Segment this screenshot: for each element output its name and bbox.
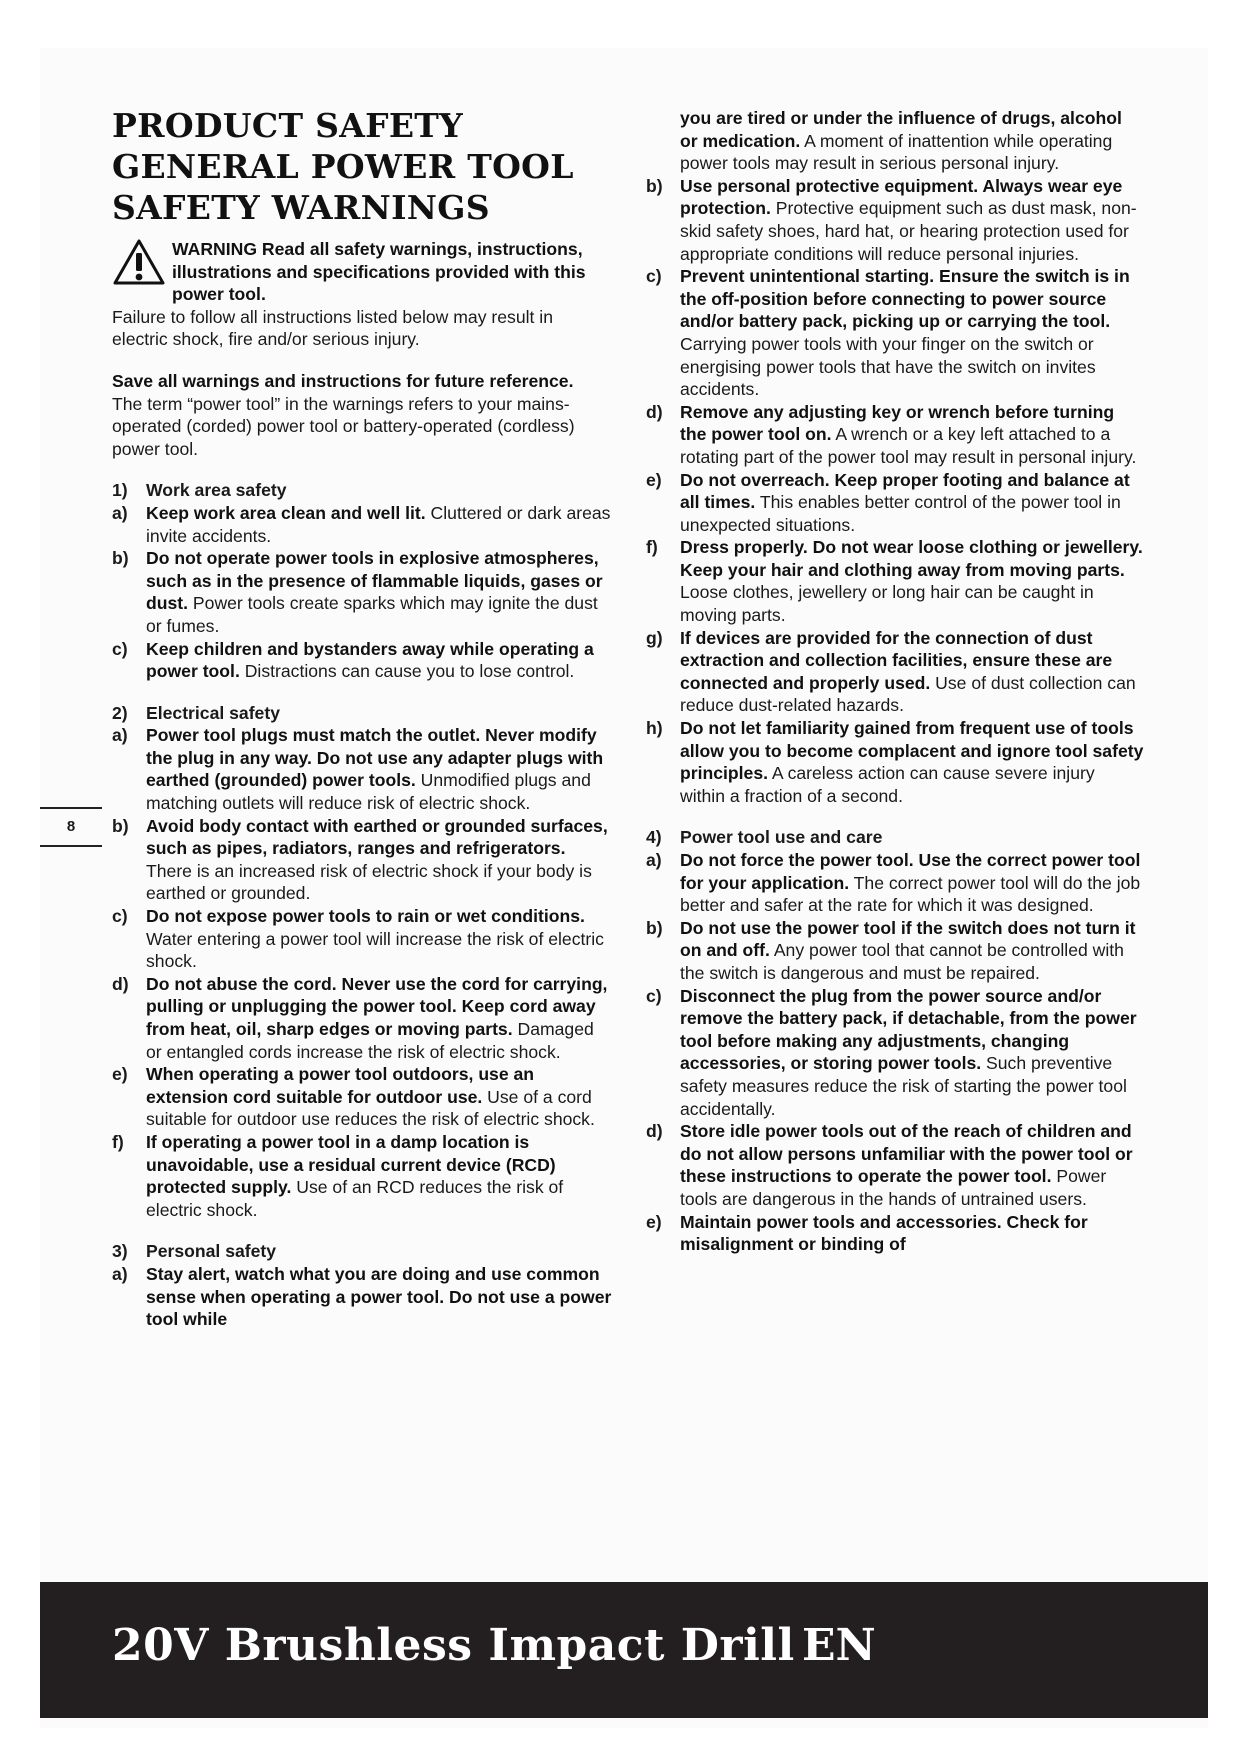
list-item: b) Use personal protective equipment. Always wear eye protection. Protective equipment such as dust mask, non-skid safety shoes, hard hat, or hearing protection used for appropriate conditions will reduce personal injuries. (646, 175, 1137, 264)
warning-bold-text: WARNING Read all safety warnings, instructions, illustrations and specifications provided with this power tool. (172, 239, 586, 305)
section-heading-work-area: 1) Work area safety (112, 480, 287, 501)
list-item: c) Disconnect the plug from the power source and/or remove the battery pack, if detachable, from the power tool before making any adjustments, changing accessories, or storing power tools. Such preventive safety measures reduce the risk of starting the power tool accidentally. (646, 985, 1137, 1119)
list-item: e) When operating a power tool outdoors, use an extension cord suitable for outdoor use. Use of a cord suitable for outdoor use reduces the risk of electric shock. (112, 1064, 595, 1130)
list-item: d) Remove any adjusting key or wrench before turning the power tool on. A wrench or a key left attached to a rotating part of the power tool may result in personal injury. (646, 401, 1137, 467)
language-code: EN (802, 1620, 876, 1671)
title-line-3: SAFETY WARNINGS (112, 188, 490, 227)
section-heading-tool-use: 4) Power tool use and care (646, 827, 883, 848)
left-column (112, 105, 612, 1331)
list-item: a) Do not force the power tool. Use the correct power tool for your application. The correct power tool will do the job better and safer at the rate for which it was designed. (646, 850, 1141, 916)
list-item: a) Power tool plugs must match the outlet. Never modify the plug in any way. Do not use any adapter plugs with earthed (grounded) power tools. Unmodified plugs and matching outlets will reduce risk of electric shock. (112, 725, 604, 814)
list-item: f) Dress properly. Do not wear loose clothing or jewellery. Keep your hair and clothing away from moving parts. Loose clothes, jewellery or long hair can be caught in moving parts. (646, 537, 1143, 626)
list-item-continued: you are tired or under the influence of drugs, alcohol or medication. A moment of inattention while operating power tools may result in serious personal injury. (680, 108, 1122, 174)
list-item: h) Do not let familiarity gained from frequent use of tools allow you to become complacent and ignore tool safety principles. A careless action can cause severe injury within a fraction of a second. (646, 718, 1144, 806)
warning-body-text: Failure to follow all instructions listed below may result in electric shock, fire and/or serious injury. (112, 306, 554, 350)
list-item: a) Keep work area clean and well lit. Cluttered or dark areas invite accidents. (112, 502, 611, 546)
section-heading-personal: 3) Personal safety (112, 1241, 277, 1262)
save-instructions: Save all warnings and instructions for future reference. (112, 370, 574, 391)
list-item: b) Avoid body contact with earthed or grounded surfaces, such as pipes, radiators, ranges and refrigerators. There is an increased risk of electric shock if your body is earthed or grounded. (112, 815, 608, 904)
warning-triangle-icon (112, 238, 166, 286)
product-name: 20V Brushless Impact Drill (112, 1620, 795, 1671)
right-column (646, 107, 1144, 1256)
warning-block (112, 238, 612, 351)
list-item: c) Do not expose power tools to rain or wet conditions. Water entering a power tool will increase the risk of electric shock. (112, 906, 604, 972)
list-item: f) If operating a power tool in a damp location is unavoidable, use a residual current device (RCD) protected supply. Use of an RCD reduces the risk of electric shock. (112, 1131, 564, 1220)
page-number: 8 (40, 807, 102, 847)
section-heading-electrical: 2) Electrical safety (112, 702, 280, 723)
title-line-1: PRODUCT SAFETY (112, 106, 464, 145)
footer-bar (40, 1582, 1208, 1718)
list-item: a) Stay alert, watch what you are doing and use common sense when operating a power tool. Do not use a power tool while (112, 1263, 612, 1330)
list-item: e) Do not overreach. Keep proper footing and balance at all times. This enables better control of the power tool in unexpected situations. (646, 469, 1130, 535)
power-tool-term: The term “power tool” in the warnings refers to your mains-operated (corded) power tool or battery-operated (cordless) power tool. (112, 393, 575, 459)
title-line-2: GENERAL POWER TOOL (112, 147, 574, 186)
list-item: c) Prevent unintentional starting. Ensure the switch is in the off-position before connecting to power source and/or battery pack, picking up or carrying the tool. Carrying power tools with your finger on the switch or energising power tools that have the switch on invites accidents. (646, 266, 1130, 400)
list-item: g) If devices are provided for the connection of dust extraction and collection facilities, ensure these are connected and properly used. Use of dust collection can reduce dust-related hazards. (646, 627, 1136, 716)
page-title (112, 105, 612, 228)
list-item: c) Keep children and bystanders away while operating a power tool. Distractions can cause you to lose control. (112, 638, 594, 682)
list-item: d) Store idle power tools out of the reach of children and do not allow persons unfamiliar with the power tool or these instructions to operate the power tool. Power tools are dangerous in the hands of untrained users. (646, 1121, 1133, 1209)
list-item: d) Do not abuse the cord. Never use the cord for carrying, pulling or unplugging the power tool. Keep cord away from heat, oil, sharp edges or moving parts. Damaged or entangled cords increase the risk of electric shock. (112, 973, 608, 1062)
list-item: b) Do not use the power tool if the switch does not turn it on and off. Any power tool that cannot be controlled with the switch is dangerous and must be repaired. (646, 917, 1136, 983)
list-item: b) Do not operate power tools in explosive atmospheres, such as in the presence of flammable liquids, gases or dust. Power tools create sparks which may ignite the dust or fumes. (112, 548, 603, 636)
list-item: e) Maintain power tools and accessories. Check for misalignment or binding of (646, 1211, 1088, 1255)
